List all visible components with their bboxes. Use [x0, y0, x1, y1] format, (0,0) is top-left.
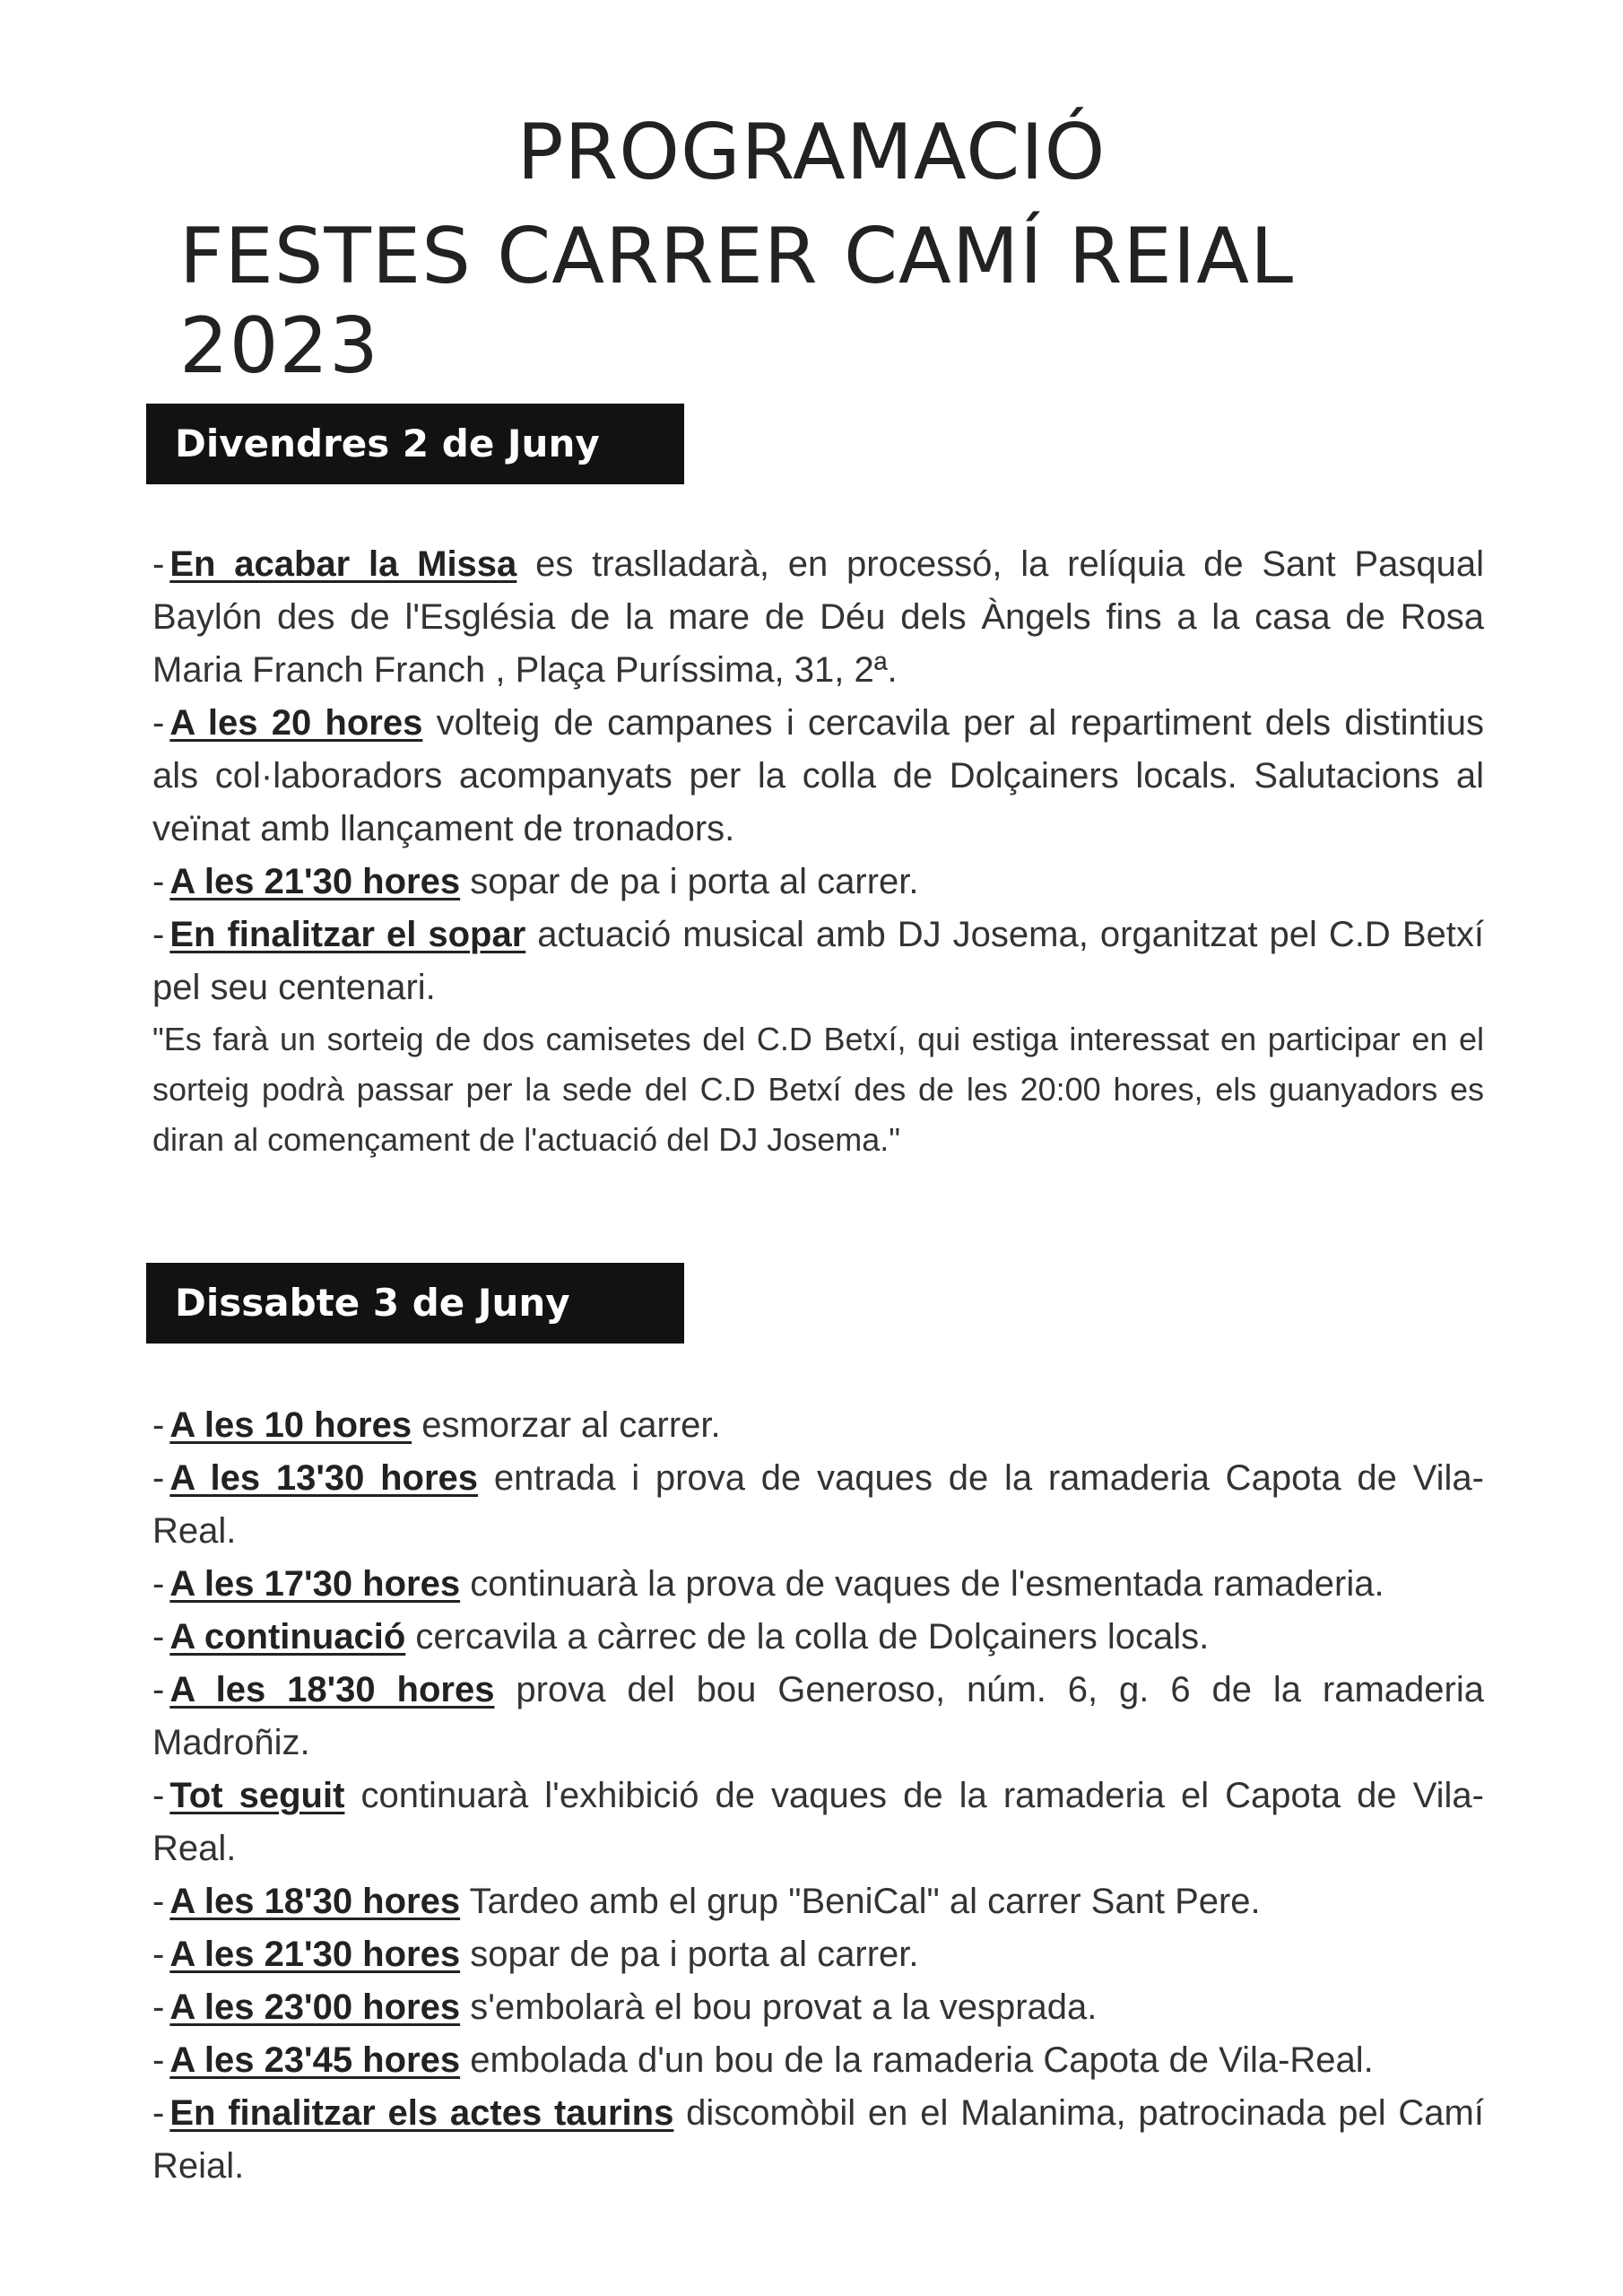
schedule-text: prova del bou Generoso, núm. 6, g. 6 de la ramaderia Madroñiz.: [152, 1670, 1484, 1762]
dash: -: [152, 915, 165, 954]
schedule-item: [152, 2034, 1484, 2087]
schedule-item: [152, 1770, 1484, 1875]
schedule-time: A les 18'30 hores: [169, 1882, 461, 1921]
schedule-text: esmorzar al carrer.: [421, 1405, 721, 1445]
schedule-time: En finalitzar el sopar: [169, 915, 526, 954]
schedule-item: [152, 1399, 1484, 1452]
schedule-time: A les 20 hores: [169, 703, 423, 743]
schedule-item: [152, 1664, 1484, 1770]
schedule-text: s'embolarà el bou provat a la vesprada.: [470, 1987, 1098, 2027]
schedule-time: A les 13'30 hores: [169, 1458, 479, 1498]
dash: -: [152, 1776, 165, 1815]
schedule-time: A les 23'45 hores: [169, 2040, 461, 2080]
dash: -: [152, 1458, 165, 1498]
schedule-text: embolada d'un bou de la ramaderia Capota de Vila-Real.: [470, 2040, 1374, 2080]
schedule-text: continuarà la prova de vaques de l'esmentada ramaderia.: [470, 1564, 1384, 1604]
schedule-text: volteig de campanes i cercavila per al repartiment dels distintius als col·laboradors acompanyats per la colla de Dolçainers locals. Salutacions al veïnat amb llançament de tronadors.: [152, 703, 1484, 848]
schedule-time: En finalitzar els actes taurins: [169, 2093, 674, 2133]
dash: -: [152, 2040, 165, 2080]
schedule-item: [152, 1981, 1484, 2034]
dash: -: [152, 2093, 165, 2133]
schedule-item: [152, 697, 1484, 856]
schedule-text: entrada i prova de vaques de la ramaderia Capota de Vila-Real.: [152, 1458, 1484, 1551]
dash: -: [152, 544, 165, 584]
dash: -: [152, 703, 165, 743]
dash: -: [152, 1617, 165, 1657]
dash: -: [152, 862, 165, 901]
schedule-time: A les 10 hores: [169, 1405, 412, 1445]
schedule-item: [152, 1928, 1484, 1981]
schedule-time: Tot seguit: [169, 1776, 345, 1815]
raffle-note: "Es farà un sorteig de dos camisetes del C.D Betxí, qui estiga interessat en participar en el sorteig podrà passar per la sede del C.D Betxí des de les 20:00 hores, els guanyadors es diran al començament de l'actuació del DJ Josema.": [152, 1021, 1484, 1158]
schedule-time: A les 17'30 hores: [169, 1564, 461, 1604]
dash: -: [152, 1405, 165, 1445]
saturday-schedule: [152, 1399, 1484, 2193]
schedule-time: A les 18'30 hores: [169, 1670, 495, 1709]
schedule-item: [152, 1452, 1484, 1558]
dash: -: [152, 1882, 165, 1921]
schedule-text: sopar de pa i porta al carrer.: [470, 1935, 919, 1974]
schedule-text: discomòbil en el Malanima, patrocinada pel Camí Reial.: [152, 2093, 1484, 2186]
dash: -: [152, 1987, 165, 2027]
schedule-text: cercavila a càrrec de la colla de Dolçainers locals.: [415, 1617, 1210, 1657]
schedule-item: [152, 856, 1484, 909]
schedule-time: A les 21'30 hores: [169, 862, 461, 901]
dash: -: [152, 1670, 165, 1709]
schedule-time: En acabar la Missa: [169, 544, 517, 584]
schedule-time: A les 21'30 hores: [169, 1935, 461, 1974]
schedule-item: [152, 1875, 1484, 1928]
schedule-item: [152, 1611, 1484, 1664]
friday-schedule: [152, 538, 1484, 1165]
schedule-item: [152, 1558, 1484, 1611]
schedule-text: actuació musical amb DJ Josema, organitzat pel C.D Betxí pel seu centenari.: [152, 915, 1484, 1007]
schedule-time: A les 23'00 hores: [169, 1987, 461, 2027]
schedule-time: A continuació: [169, 1617, 406, 1657]
day-heading-friday: Divendres 2 de Juny: [146, 404, 684, 484]
schedule-text: continuarà l'exhibició de vaques de la ramaderia el Capota de Vila-Real.: [152, 1776, 1484, 1868]
schedule-text: Tardeo amb el grup "BeniCal" al carrer Sant Pere.: [469, 1882, 1261, 1921]
dash: -: [152, 1935, 165, 1974]
schedule-text: sopar de pa i porta al carrer.: [470, 862, 919, 901]
schedule-text: es traslladarà, en processó, la relíquia de Sant Pasqual Baylón des de l'Església de la mare de Déu dels Àngels fins a la casa de Rosa Maria Franch Franch , Plaça Puríssima, 31, 2ª.: [152, 544, 1484, 690]
schedule-item: [152, 538, 1484, 697]
page-title: PROGRAMACIÓ: [516, 108, 1107, 197]
schedule-item: [152, 909, 1484, 1014]
page-subtitle: FESTES CARRER CAMÍ REIAL 2023: [179, 212, 1294, 391]
day-heading-saturday: Dissabte 3 de Juny: [146, 1263, 684, 1344]
dash: -: [152, 1564, 165, 1604]
schedule-item: [152, 2087, 1484, 2193]
